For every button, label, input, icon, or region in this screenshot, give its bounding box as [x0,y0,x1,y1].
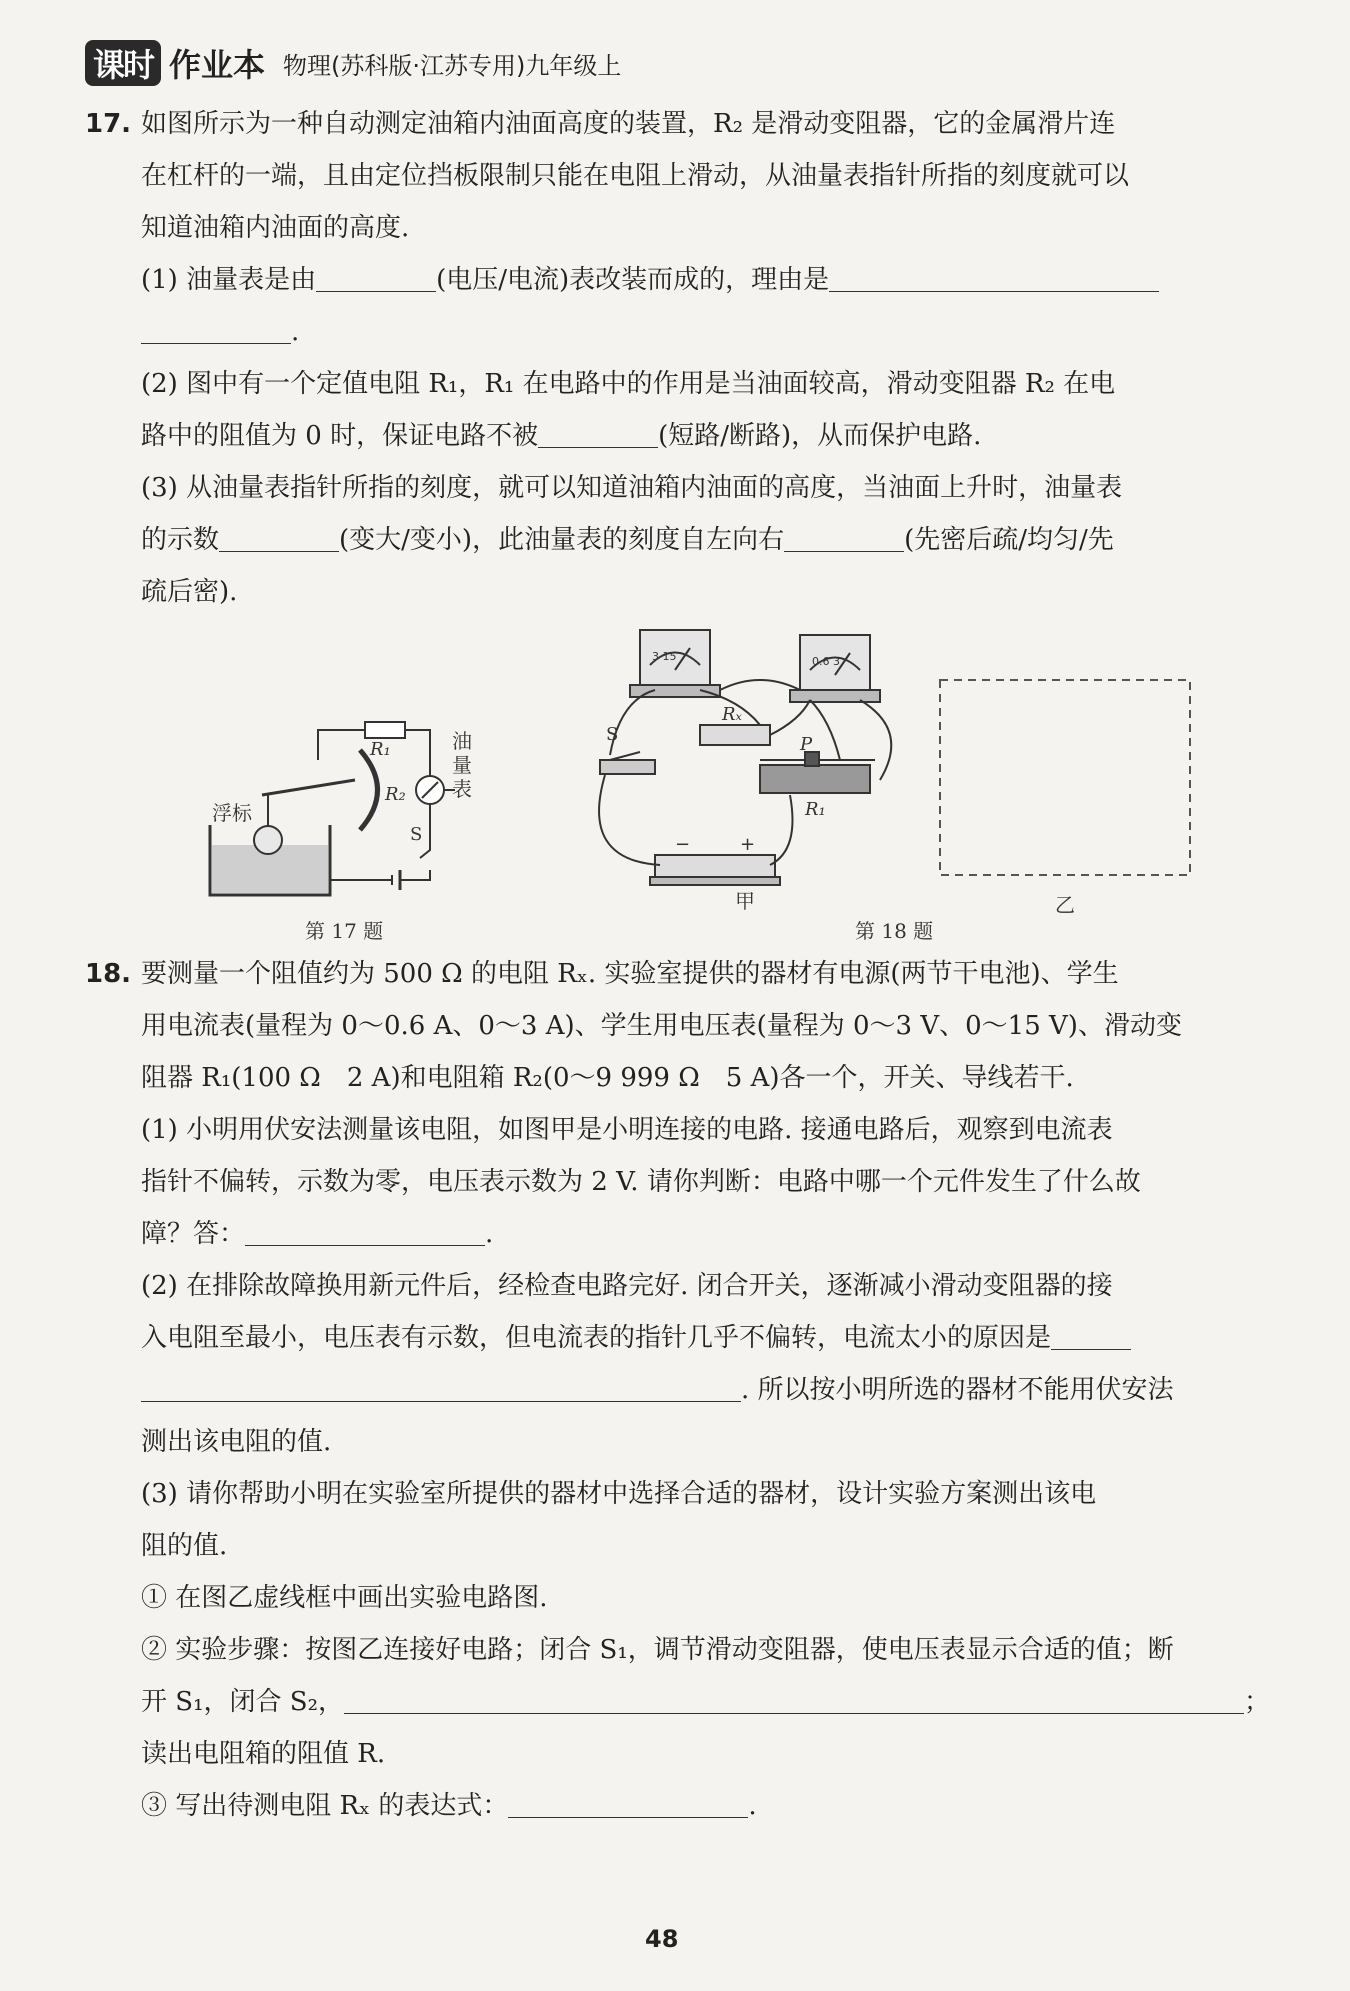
answer-blank[interactable] [508,1787,748,1818]
q18-part3-step-2b: 开 S₁，闭合 S₂， [141,1687,344,1717]
q18-part3-step-2: ② 实验步骤：按图乙连接好电路；闭合 S₁，调节滑动变阻器，使电压表显示合适的值；断 [141,1635,1174,1665]
q18-part3-line-1: (3) 请你帮助小明在实验室所提供的器材中选择合适的器材，设计实验方案测出该电 [141,1479,1097,1509]
q18-part2-text: 入电阻至最小，电压表有示数，但电流表的指针几乎不偏转，电流太小的原因是 [141,1323,1052,1353]
q18-part1-line-2: 指针不偏转，示数为零，电压表示数为 2 V. 请你判断：电路中哪一个元件发生了什么故 [141,1167,1141,1197]
q17-text-line-1: 如图所示为一种自动测定油箱内油面高度的装置，R₂ 是滑动变阻器，它的金属滑片连 [141,109,1116,139]
gauge-label-2: 量 [452,753,472,777]
q17-part1-text: (1) 油量表是由 [141,265,317,295]
gauge-label-1: 油 [452,729,472,753]
q18-part3-step-2d: 读出电阻箱的阻值 R. [141,1739,386,1769]
battery-plus: + [740,834,756,855]
figure-yi-dashed-box[interactable] [940,680,1190,875]
ammeter-ticks: 0.6 3 [812,655,840,668]
gauge-label-3: 表 [452,777,472,801]
rheostat-r1-label: R₁ [805,799,826,820]
q18-part2-line-1: (2) 在排除故障换用新元件后，经检查电路完好. 闭合开关，逐渐减小滑动变阻器的接 [141,1271,1113,1301]
r1-label: R₁ [370,739,391,760]
q17-text-line-2: 在杠杆的一端，且由定位挡板限制只能在电阻上滑动，从油量表指针所指的刻度就可以 [141,161,1130,191]
answer-blank[interactable] [1051,1319,1131,1350]
voltmeter-ticks: 3 15 [652,650,677,663]
q18-text-line-1: 要测量一个阻值约为 500 Ω 的电阻 Rₓ. 实验室提供的器材有电源(两节干电池)、学生 [141,959,1119,989]
q17-part2-text-b: (短路/断路)，从而保护电路. [658,421,982,451]
q18-part3-step-3: ③ 写出待测电阻 Rₓ 的表达式： [141,1791,509,1821]
r2-label: R₂ [385,784,406,805]
question-number: 17. [85,109,132,139]
answer-blank[interactable] [141,1371,741,1402]
figures-area [0,0,1350,960]
switch-s-label: S [606,724,619,745]
q18-part3-step-3b: . [748,1791,757,1821]
q17-part3-text-b: (变大/变小)，此油量表的刻度自左向右 [339,525,785,555]
q18-part1-line-1: (1) 小明用伏安法测量该电阻，如图甲是小明连接的电路. 接通电路后，观察到电流表 [141,1115,1113,1145]
q17-part3-line-1: (3) 从油量表指针所指的刻度，就可以知道油箱内油面的高度，当油面上升时，油量表 [141,473,1123,503]
battery-minus: − [675,834,691,855]
series-logo: 课时 [85,40,161,86]
question-number: 18. [85,959,132,989]
answer-blank[interactable] [344,1683,1244,1714]
figure-jia-label: 甲 [735,889,755,913]
q18-part3-line-2: 阻的值. [141,1531,228,1561]
figure-18-caption: 第 18 题 [855,919,934,943]
rx-label: Rₓ [722,704,742,725]
q17-part1-end: . [291,317,300,347]
q17-part2-line-1: (2) 图中有一个定值电阻 R₁，R₁ 在电路中的作用是当油面较高，滑动变阻器 R₂ 在电 [141,369,1116,399]
switch-label: S [410,824,423,845]
answer-blank[interactable] [245,1215,485,1246]
q17-part3-line-3: 疏后密). [141,577,238,607]
slider-p-label: P [800,734,813,755]
q17-part1-text-b: (电压/电流)表改装而成的，理由是 [436,265,830,295]
q18-part1-end: . [485,1219,494,1249]
q18-part3-step-1: ① 在图乙虚线框中画出实验电路图. [141,1583,548,1613]
question-18 [85,948,1271,1848]
q18-text-line-3: 阻器 R₁(100 Ω 2 A)和电阻箱 R₂(0～9 999 Ω 5 A)各一个，开关、导线若干. [141,1063,1074,1093]
float-label: 浮标 [212,801,252,825]
q18-part2-line-4: 测出该电阻的值. [141,1427,332,1457]
subject-label: 物理(苏科版·江苏专用)九年级上 [283,51,622,80]
q18-part3-step-2c: ； [1244,1687,1271,1717]
q18-part2-text-b: . 所以按小明所选的器材不能用伏安法 [741,1375,1174,1405]
q17-part3-text: 的示数 [141,525,220,555]
figure-17-caption: 第 17 题 [305,919,384,943]
page-number: 48 [645,1925,679,1953]
book-title: 作业本 [169,46,266,84]
q17-text-line-3: 知道油箱内油面的高度. [141,213,410,243]
q18-part1-text: 障？答： [141,1219,246,1249]
q17-part2-text: 路中的阻值为 0 时，保证电路不被 [141,421,539,451]
figure-yi-label: 乙 [1055,893,1075,917]
q18-text-line-2: 用电流表(量程为 0～0.6 A、0～3 A)、学生用电压表(量程为 0～3 V、0～15 V)、滑动变 [141,1011,1182,1041]
q17-part3-text-c: (先密后疏/均匀/先 [904,525,1114,555]
